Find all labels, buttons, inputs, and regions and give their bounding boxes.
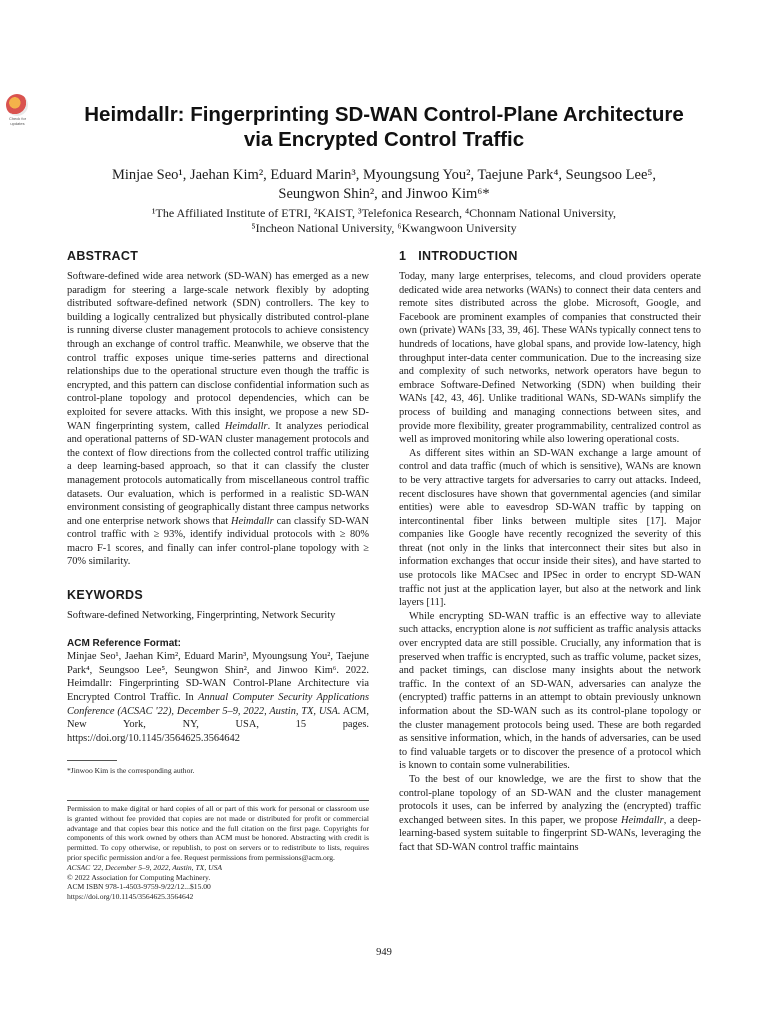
keywords-text: Software-defined Networking, Fingerprinting, Network Security [67, 610, 336, 622]
permission-block [67, 800, 369, 902]
check-for-updates-badge[interactable] [2, 94, 33, 126]
permission-text: Permission to make digital or hard copies of all or part of this work for personal or classroom use is granted without fee provided that copies are not made or distributed for profit or commercial advantage and that copies bear this notice and the full citation on the first page. Copyrights for components of this work owned by others than ACM must be honored. Abstracting with credit is permitted. To copy otherwise, or republish, to post on servers or to redistribute to lists, requires prior specific permission and/or a fee. Request permissions from permissions@acm.org. [67, 804, 369, 862]
badge-label: Check for updates [8, 116, 27, 126]
affiliations-line-2: ⁵Incheon National University, ⁶Kwangwoon University [251, 221, 517, 235]
footnote-divider [67, 760, 117, 761]
paper-title [40, 102, 728, 152]
title-line-2: via Encrypted Control Traffic [243, 128, 525, 151]
doi-link[interactable]: https://doi.org/10.1145/3564625.3564642 [67, 892, 194, 902]
authors-line-1: Minjae Seo¹, Jaehan Kim², Eduard Marin³, Myoungsung You², Taejune Park⁴, Seungsoo Lee⁵, [111, 167, 657, 183]
left-column [67, 248, 369, 745]
abstract-heading: ABSTRACT [67, 249, 139, 263]
crossmark-icon [6, 94, 28, 116]
page-number: 949 [376, 947, 392, 958]
acm-reference-text: Minjae Seo¹, Jaehan Kim², Eduard Marin³, Myoungsung You², Taejune Park⁴, Seungsoo Lee⁵, Seungwon Shin², and Jinwoo Kim⁶. 2022. Heimdallr: Fingerprinting SD-WAN Control-Plane Architecture via Encrypted Control Traffic. In Annual Computer Security Applications Conference (ACSAC '22), December 5–9, 2022, Austin, TX, USA. ACM, New York, NY, USA, 15 pages. https://doi.org/10.1145/3564625.3564642 [67, 651, 369, 744]
keywords-heading: KEYWORDS [67, 588, 144, 603]
permission-divider [67, 800, 369, 801]
intro-paragraph-3: While encrypting SD-WAN traffic is an effective way to alleviate such attacks, encryption alone is not sufficient as traffic analysis attacks over encrypted data are still possible. Crucially, any information that is preserved when traffic is encrypted, such as traffic volume, packet sizes, and packet timings, can disclose many insights about the network traffic. In the context of an SD-WAN, adversaries can analyze the (encrypted) traffic patterns in an attempt to obtain previously unknown information about the SD-WAN such as its control-plane topology or the cluster management protocols being used. These are both regarded as sensitive information, which, in the hands of adversaries, can be used to find valuable targets or to discover the presence of a protocol which is known to contain some vulnerabilities. [399, 610, 701, 772]
conference-line: ACSAC '22, December 5–9, 2022, Austin, TX, USA [67, 862, 223, 872]
right-column [399, 248, 701, 855]
affiliations [60, 206, 708, 236]
isbn-line: ACM ISBN 978-1-4503-9759-9/22/12...$15.00 [67, 882, 211, 892]
intro-paragraph-1: Today, many large enterprises, telecoms, and cloud providers operate dedicated wide area networks (WANs) to connect their data centers and remote sites distributed across the globe. Microsoft, Google, and Facebook are prominent examples of companies that constructed their own (private) WANs [33, 39, 46]. These WANs typically connect tens to hundreds of locations, have global spans, and provide low-latency, high throughput inter-data center communication. Due to the increasing size and complexity of such networks, network operators have begun to embrace Software-Defined Networking (SDN) when building their WANs [42, 43, 46]. Unlike traditional WANs, SD-WANs simplify the process of building and managing connections between sites, and provide more flexibility, greater programmability, centralized control as well as improved monitoring while also lowering operational costs. [399, 271, 701, 446]
corresponding-author-footnote: *Jinwoo Kim is the corresponding author. [67, 766, 195, 775]
copyright-line: © 2022 Association for Computing Machinery. [67, 872, 211, 882]
title-line-1: Heimdallr: Fingerprinting SD-WAN Control-Plane Architecture [84, 103, 684, 126]
abstract-text: Software-defined wide area network (SD-WAN) has emerged as a new paradigm for steering a large-scale network flexibly by adopting distributed software-defined network (SDN) controllers. The key to building a logically centralized but physically distributed control-plane is running diverse cluster management protocols to achieve consistency through an exchange of control traffic. Meanwhile, we observe that the control traffic exposes unique time-series patterns and directional relationships due to the operational structure even though the traffic is encrypted, and this pattern can disclose confidential information such as control-plane topology and protocol dependencies, which can be exploited for severe attacks. With this insight, we propose a new SD-WAN fingerprinting system, called Heimdallr. It analyzes periodical and operational patterns of SD-WAN cluster management protocols and the context of flow directions from the collected control traffic utilizing a deep learning-based approach, so that it can classify the cluster management protocols automatically from miscellaneous control traffic datasets. Our evaluation, which is performed in a realistic SD-WAN environment consisting of geographically distant three campus networks and one enterprise network shows that Heimdallr can classify SD-WAN control traffic with ≥ 93%, identify individual protocols with ≥ 80% macro F-1 scores, and finally can infer control-plane topology with ≥ 70% similarity. [67, 271, 369, 568]
authors-line-2: Seungwon Shin², and Jinwoo Kim⁶* [278, 186, 490, 202]
acm-reference-heading: ACM Reference Format: [67, 637, 181, 649]
intro-paragraph-4: To the best of our knowledge, we are the first to show that the control-plane topology of an SD-WAN and the cluster management protocols it uses, can be inferred by analyzing the (encrypted) traffic exchanged between sites. In this paper, we propose Heimdallr, a deep-learning-based system suitable to fingerprint SD-WANs, leveraging the fact that SD-WAN control traffic maintains [399, 773, 701, 853]
intro-paragraph-2: As different sites within an SD-WAN exchange a large amount of control and data traffic (much of which is sensitive), WANs are known to be very attractive targets for adversaries to carry out attacks. Indeed, recent disclosures have shown that governmental agencies (and similar entities) were able to eavesdrop SD-WAN traffic by tapping on intercontinental fiber links between multiple sites [17]. Major companies like Google have recently recognized the severity of this threat (not only in the links that interconnect their sites but also in information exchanges that occur inside their sites), and have started to use protocols like MACsec and IPSec in order to encrypt SD-WAN traffic not just at the application layer, but also at the network and link layers [11]. [399, 447, 701, 609]
author-list [60, 166, 708, 204]
introduction-heading: 1 INTRODUCTION [399, 249, 518, 263]
affiliations-line-1: ¹The Affiliated Institute of ETRI, ²KAIST, ³Telefonica Research, ⁴Chonnam National University, [151, 206, 617, 220]
